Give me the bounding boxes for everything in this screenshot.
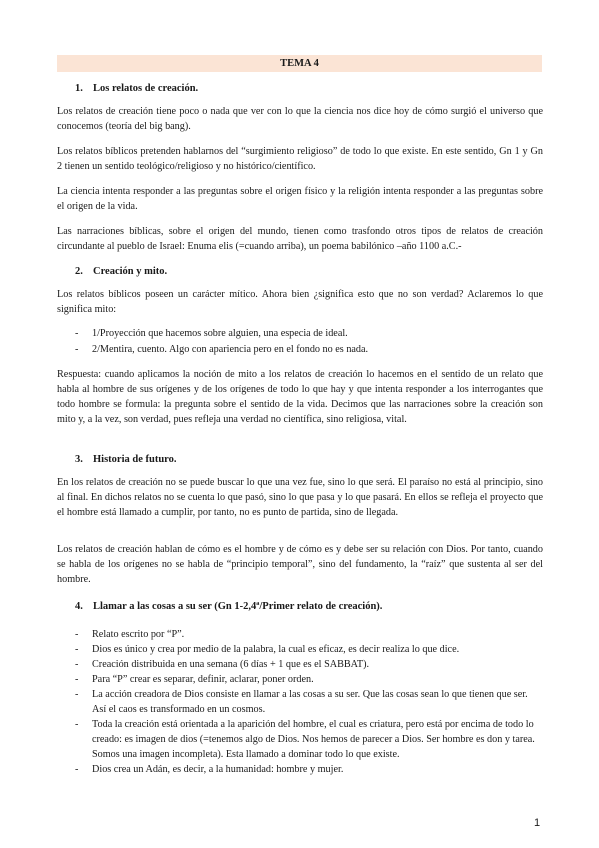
list-bullet: - bbox=[75, 719, 79, 730]
paragraph: Las narraciones bíblicas, sobre el origen del mundo, tienen como trasfondo otros tipos de relatos de creación circundante al pueblo de Israel: Enuma elis (=cuando arriba), un poema babilónico –año 1100 a.C.- bbox=[57, 226, 543, 252]
list-item bbox=[75, 687, 543, 717]
list-bullet: - bbox=[75, 674, 79, 685]
section-heading-3 bbox=[75, 453, 177, 466]
section-number: 3. bbox=[75, 454, 83, 465]
section-title: Llamar a las cosas a su ser (Gn 1-2,4ª/Primer relato de creación). bbox=[93, 601, 383, 612]
list-bullet: - bbox=[75, 644, 79, 655]
section-number: 2. bbox=[75, 266, 83, 277]
paragraph: En los relatos de creación no se puede buscar lo que una vez fue, sino lo que será. El paraíso no está al principio, sino al final. En dichos relatos no se cuenta lo que pasó, sino lo que pasa y lo que pasará. En ellos se refleja el proyecto que el hombre está llamado a cumplir, por tanto, no es punto de partida, sino de llegada. bbox=[57, 477, 543, 518]
list-item-text: La acción creadora de Dios consiste en llamar a las cosas a su ser. Que las cosas sean lo que tienen que ser. Así el caos es transformado en un cosmos. bbox=[92, 689, 528, 715]
list-item bbox=[75, 657, 543, 672]
list-item-text: Dios crea un Adán, es decir, a la humanidad: hombre y mujer. bbox=[92, 764, 344, 775]
list-item bbox=[75, 642, 543, 657]
section-number: 1. bbox=[75, 83, 83, 94]
page-title: TEMA 4 bbox=[57, 55, 542, 72]
list-item-text: Relato escrito por “P”. bbox=[92, 629, 185, 640]
section-title: Historia de futuro. bbox=[93, 454, 177, 465]
section-number: 4. bbox=[75, 601, 83, 612]
paragraph: La ciencia intenta responder a las preguntas sobre el origen físico y la religión intenta responder a las preguntas sobre el origen de la vida. bbox=[57, 186, 543, 212]
section-heading-4 bbox=[75, 600, 382, 613]
paragraph: Los relatos de creación hablan de cómo es el hombre y de cómo es y debe ser su relación con Dios. Por tanto, cuando se habla de los orígenes no se habla de “principio temporal”, sino del fundamento, la “raíz” que sustenta al ser del hombre. bbox=[57, 544, 543, 585]
paragraph: Los relatos bíblicos poseen un carácter mítico. Ahora bien ¿significa esto que no son verdad? Aclaremos lo que significa mito: bbox=[57, 289, 543, 315]
list-item bbox=[75, 627, 543, 642]
list-bullet: - bbox=[75, 629, 79, 640]
list-item bbox=[75, 326, 543, 341]
list-item-text: Creación distribuida en una semana (6 días + 1 que es el SABBAT). bbox=[92, 659, 370, 670]
list-item bbox=[75, 672, 543, 687]
list-bullet: - bbox=[75, 764, 79, 775]
list-item-text: 1/Proyección que hacemos sobre alguien, una especia de ideal. bbox=[92, 328, 348, 339]
section-title: Los relatos de creación. bbox=[93, 83, 199, 94]
page-number: 1 bbox=[534, 817, 541, 829]
list-item bbox=[75, 342, 543, 357]
list-item-text: Para “P” crear es separar, definir, aclarar, poner orden. bbox=[92, 674, 314, 685]
paragraph: Respuesta: cuando aplicamos la noción de mito a los relatos de creación lo hacemos en el sentido de un relato que habla al hombre de sus orígenes y de los orígenes de todo lo que hay y que intenta responder a los interrogantes que todo hombre se formula: la pregunta sobre el sentido de la vida. Decimos que las narraciones sobre la creación son mito y, a la vez, son verdad, pues refleja una verdad no científica, sino religiosa, vital. bbox=[57, 369, 543, 425]
list-item-text: Toda la creación está orientada a la aparición del hombre, el cual es criatura, pero está por encima de todo lo creado: es imagen de dios (=tenemos algo de Dios. Nos hemos de parecer a Dios. Ser hombre es don y tarea. Somos una imagen incompleta). Esta llamado a dominar todo lo que existe. bbox=[92, 719, 535, 760]
section-heading-2 bbox=[75, 265, 167, 278]
list-bullet: - bbox=[75, 689, 79, 700]
list-item bbox=[75, 717, 543, 762]
list-item bbox=[75, 762, 543, 777]
section-title: Creación y mito. bbox=[93, 266, 168, 277]
section-heading-1 bbox=[75, 82, 198, 95]
paragraph: Los relatos bíblicos pretenden hablarnos del “surgimiento religioso” de todo lo que existe. En este sentido, Gn 1 y Gn 2 tienen un sentido teológico/religioso y no histórico/científico. bbox=[57, 146, 543, 172]
list-item-text: 2/Mentira, cuento. Algo con apariencia pero en el fondo no es nada. bbox=[92, 344, 369, 355]
list-bullet: - bbox=[75, 344, 79, 355]
list-bullet: - bbox=[75, 659, 79, 670]
list-bullet: - bbox=[75, 328, 79, 339]
paragraph: Los relatos de creación tiene poco o nada que ver con lo que la ciencia nos dice hoy de cómo surgió el universo que conocemos (teoría del big bang). bbox=[57, 106, 543, 132]
list-item-text: Dios es único y crea por medio de la palabra, la cual es eficaz, es decir realiza lo que dice. bbox=[92, 644, 460, 655]
